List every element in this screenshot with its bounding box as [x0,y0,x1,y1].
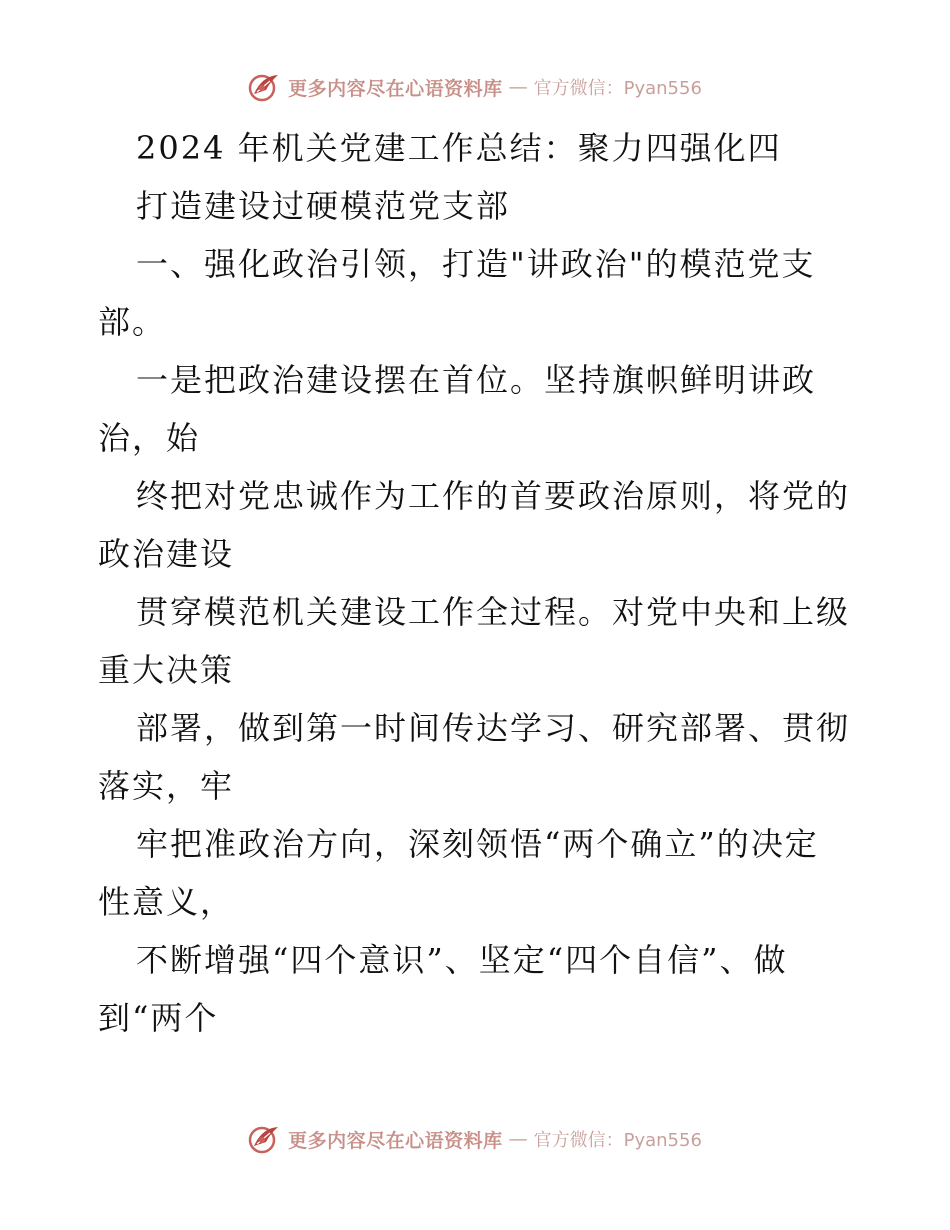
paragraph-line: 一是把政治建设摆在首位。坚持旗帜鲜明讲政 [136,361,817,399]
paragraph-line: 治，始 [98,419,201,457]
paragraph-line: 不断增强“四个意识”、坚定“四个自信”、做 [136,941,788,979]
quill-pen-logo-icon [248,1124,282,1154]
watermark-contact: 官方微信：Pyan556 [533,1130,702,1151]
document-title-line-2: 打造建设过硬模范党支部 [136,187,511,225]
section-heading-continued: 部。 [98,303,167,341]
paragraph-line: 重大决策 [98,651,235,689]
watermark-contact: 官方微信：Pyan556 [533,78,702,99]
paragraph-line: 牢把准政治方向，深刻领悟“两个确立”的决定 [136,825,819,863]
paragraph-line: 部署，做到第一时间传达学习、研究部署、贯彻 [136,709,851,747]
paragraph-line: 政治建设 [98,535,235,573]
footer-watermark [0,1124,950,1154]
paragraph-line: 到“两个 [98,999,219,1037]
watermark-main-text: 更多内容尽在心语资料库 [288,1129,503,1152]
paragraph-line: 落实，牢 [98,767,235,805]
watermark-separator: — [508,1128,528,1150]
paragraph-line: 性意义， [98,883,235,921]
section-heading: 一、强化政治引领，打造"讲政治"的模范党支 [136,245,816,283]
document-title-line-1: 2024 年机关党建工作总结：聚力四强化四 [136,129,782,167]
watermark-main-text: 更多内容尽在心语资料库 [288,77,503,100]
paragraph-line: 贯穿模范机关建设工作全过程。对党中央和上级 [136,593,851,631]
paragraph-line: 终把对党忠诚作为工作的首要政治原则，将党的 [136,477,851,515]
watermark-separator: — [508,76,528,98]
quill-pen-logo-icon [248,72,282,102]
header-watermark [0,72,950,102]
